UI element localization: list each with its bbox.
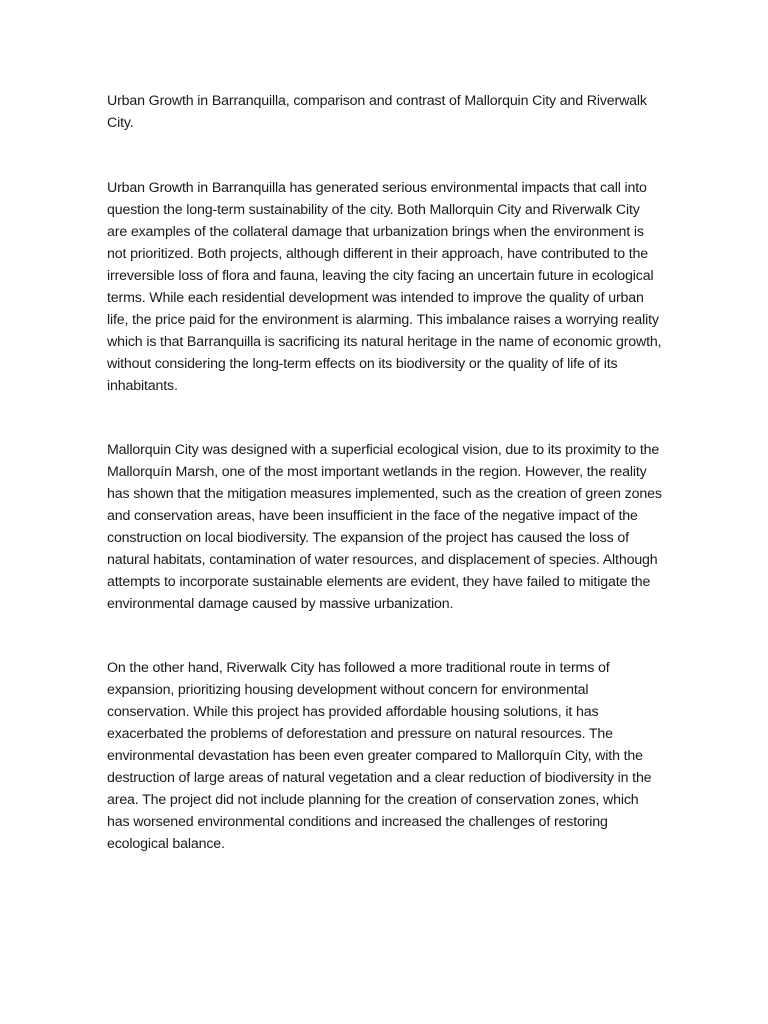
document-body <box>107 90 663 855</box>
paragraph-intro: Urban Growth in Barranquilla has generated serious environmental impacts that call into question the long-term sustainability of the city. Both Mallorquin City and Riverwalk City are examples of the collateral damage that urbanization brings when the environment is not prioritized. Both projects, although different in their approach, have contributed to the irreversible loss of flora and fauna, leaving the city facing an uncertain future in ecological terms. While each residential development was intended to improve the quality of urban life, the price paid for the environment is alarming. This imbalance raises a worrying reality which is that Barranquilla is sacrificing its natural heritage in the name of economic growth, without considering the long-term effects on its biodiversity or the quality of life of its inhabitants. <box>107 180 662 394</box>
paragraph-mallorquin-city: Mallorquin City was designed with a superficial ecological vision, due to its proximity to the Mallorquín Marsh, one of the most important wetlands in the region. However, the reality has shown that the mitigation measures implemented, such as the creation of green zones and conservation areas, have been insufficient in the face of the negative impact of the construction on local biodiversity. The expansion of the project has caused the loss of natural habitats, contamination of water resources, and displacement of species. Although attempts to incorporate sustainable elements are evident, they have failed to mitigate the environmental damage caused by massive urbanization. <box>107 442 662 612</box>
document-title: Urban Growth in Barranquilla, comparison and contrast of Mallorquin City and Riverwalk City. <box>107 93 647 131</box>
paragraph-riverwalk-city: On the other hand, Riverwalk City has followed a more traditional route in terms of expansion, prioritizing housing development without concern for environmental conservation. While this project has provided affordable housing solutions, it has exacerbated the problems of deforestation and pressure on natural resources. The environmental devastation has been even greater compared to Mallorquín City, with the destruction of large areas of natural vegetation and a clear reduction of biodiversity in the area. The project did not include planning for the creation of conservation zones, which has worsened environmental conditions and increased the challenges of restoring ecological balance. <box>107 660 652 852</box>
